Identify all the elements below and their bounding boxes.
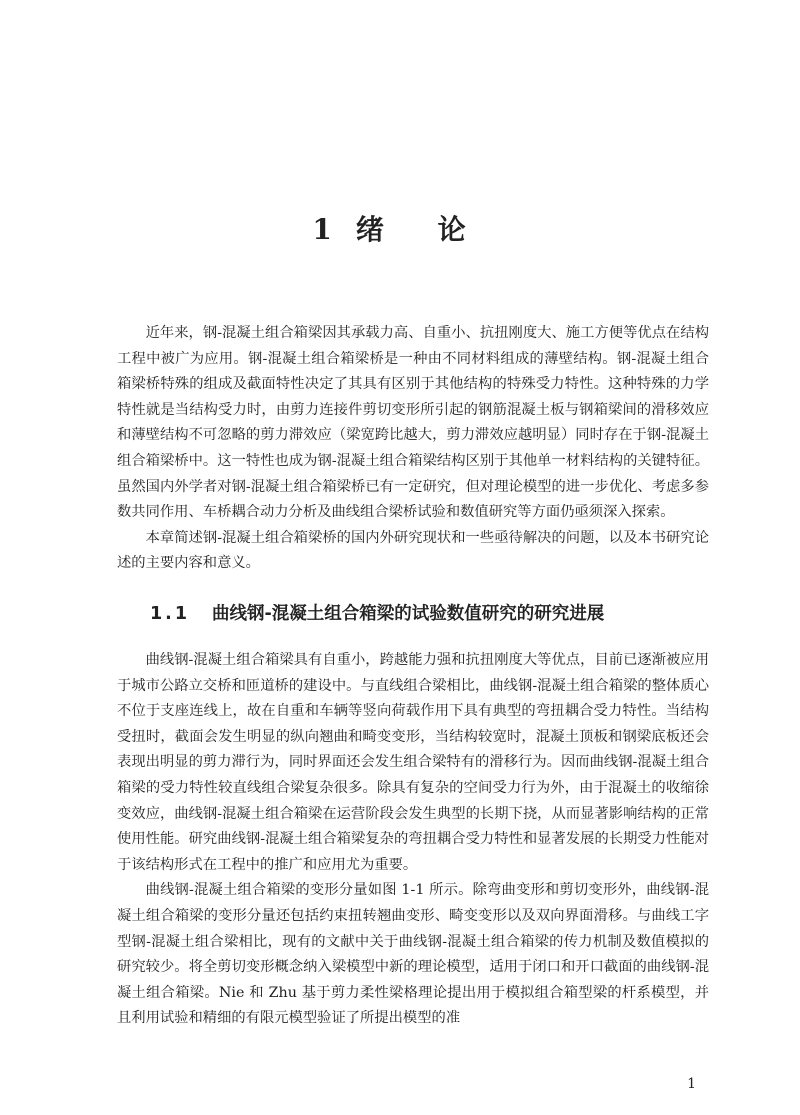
section-title: 曲线钢-混凝土组合箱梁的试验数值研究的研究进展: [212, 604, 605, 624]
section-paragraph-2: 曲线钢-混凝土组合箱梁的变形分量如图 1-1 所示。除弯曲变形和剪切变形外，曲线钢-混凝土组合箱梁的变形分量还包括约束扭转翘曲变形、畸变变形以及双向界面滑移。与曲线工字型钢-混凝土组合梁相比，现有的文献中关于曲线钢-混凝土组合箱梁的传力机制及数值模拟的研究较少。将全剪切变形概念纳入梁模型中新的理论模型，适用于闭口和开口截面的曲线钢-混凝土组合箱梁。Nie 和 Zhu 基于剪力柔性梁格理论提出用于模拟组合箱型梁的杆系模型，并且利用试验和精细的有限元模型验证了所提出模型的准: [117, 882, 709, 1027]
section-text-block: [117, 648, 709, 1032]
chapter-title-text: 绪 论: [355, 213, 488, 246]
chapter-title: [0, 208, 800, 248]
section-paragraph-1: 曲线钢-混凝土组合箱梁具有自重小，跨越能力强和抗扭刚度大等优点，目前已逐渐被应用于城市公路立交桥和匝道桥的建设中。与直线组合梁相比，曲线钢-混凝土组合箱梁的整体质心不位于支座连线上，故在自重和车辆等竖向荷载作用下具有典型的弯扭耦合受力特性。当结构受扭时，截面会发生明显的纵向翘曲和畸变变形，当结构较宽时，混凝土顶板和钢梁底板还会表现出明显的剪力滞行为，同时界面还会发生组合梁特有的滑移行为。因而曲线钢-混凝土组合箱梁的受力特性较直线组合梁复杂很多。除具有复杂的空间受力行为外，由于混凝土的收缩徐变效应，曲线钢-混凝土组合箱梁在运营阶段会发生典型的长期下挠，从而显著影响结构的正常使用性能。研究曲线钢-混凝土组合箱梁复杂的弯扭耦合受力特性和显著发展的长期受力性能对于该结构形式在工程中的推广和应用尤为重要。: [117, 652, 709, 873]
intro-text-block: [117, 321, 709, 577]
section-heading: [150, 600, 730, 625]
chapter-number: 1: [312, 213, 338, 246]
page-number: 1: [687, 1076, 696, 1092]
intro-paragraph-2: 本章简述钢-混凝土组合箱梁桥的国内外研究现状和一些亟待解决的问题，以及本书研究论述的主要内容和意义。: [117, 529, 709, 572]
intro-paragraph-1: 近年来，钢-混凝土组合箱梁因其承载力高、自重小、抗扭刚度大、施工方便等优点在结构工程中被广为应用。钢-混凝土组合箱梁桥是一种由不同材料组成的薄壁结构。钢-混凝土组合箱梁桥特殊的组成及截面特性决定了其具有区别于其他结构的特殊受力特性。这种特殊的力学特性就是当结构受力时，由剪力连接件剪切变形所引起的钢筋混凝土板与钢箱梁间的滑移效应和薄壁结构不可忽略的剪力滞效应（梁宽跨比越大，剪力滞效应越明显）同时存在于钢-混凝土组合箱梁桥中。这一特性也成为钢-混凝土组合箱梁结构区别于其他单一材料结构的关键特征。虽然国内外学者对钢-混凝土组合箱梁桥已有一定研究，但对理论模型的进一步优化、考虑多参数共同作用、车桥耦合动力分析及曲线组合梁桥试验和数值研究等方面仍亟须深入探索。: [117, 325, 709, 521]
section-number: 1.1: [150, 604, 191, 624]
